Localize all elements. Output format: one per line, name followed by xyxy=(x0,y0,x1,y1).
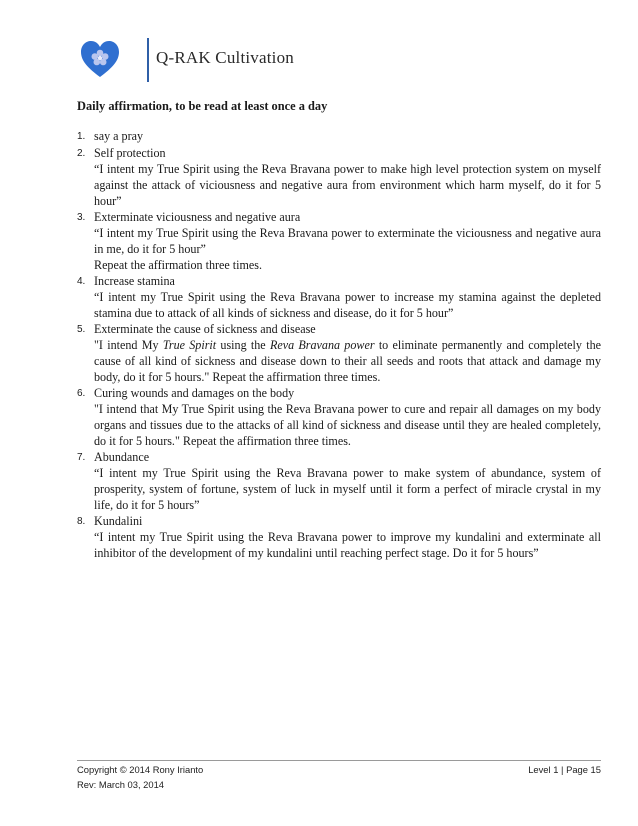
item-affirmation: “I intent my True Spirit using the Reva Bravana power to make high level protection system on myself against the attack of viciousness and negative aura from environment which harm myself, do it for 5 hour” xyxy=(94,162,601,208)
footer-revision: Rev: March 03, 2014 xyxy=(77,779,165,790)
item-affirmation: "I intend My True Spirit using the Reva Bravana power to eliminate permanently and completely the cause of all kind of sickness and disease down to their all seeds and roots that attack and damage my body, do it for 5 hours." Repeat the affirmation three times. xyxy=(94,338,601,384)
item-title: Kundalini xyxy=(94,514,143,528)
list-item xyxy=(77,449,601,513)
item-title: Curing wounds and damages on the body xyxy=(94,386,295,400)
list-item xyxy=(77,145,601,209)
item-number: 2. xyxy=(77,148,86,159)
list-item xyxy=(77,513,601,561)
list-item xyxy=(77,128,601,145)
footer-row-1 xyxy=(77,764,601,775)
item-title: Self protection xyxy=(94,146,166,160)
item-note: Repeat the affirmation three times. xyxy=(94,258,263,272)
item-title: Exterminate the cause of sickness and disease xyxy=(94,322,316,336)
item-number: 4. xyxy=(77,276,86,287)
item-affirmation: “I intent my True Spirit using the Reva Bravana power to exterminate the viciousness and negative aura in me, do it for 5 hour” xyxy=(94,226,601,256)
list-item xyxy=(77,321,601,385)
item-affirmation: “I intent my True Spirit using the Reva Bravana power to make system of abundance, system of prosperity, system of fortune, system of luck in myself until it form a perfect of miracle crystal in my life, do it for 5 hours” xyxy=(94,466,601,512)
item-title: say a pray xyxy=(94,129,144,143)
page-header-title: Q-RAK Cultivation xyxy=(156,48,294,67)
item-number: 6. xyxy=(77,388,86,399)
item-title: Exterminate viciousness and negative aura xyxy=(94,210,301,224)
affirmation-list xyxy=(77,128,601,561)
list-item xyxy=(77,209,601,273)
footer-page-number: Level 1 | Page 15 xyxy=(528,764,601,775)
footer-copyright: Copyright © 2014 Rony Irianto xyxy=(77,764,204,775)
item-number: 5. xyxy=(77,324,86,335)
item-affirmation: "I intend that My True Spirit using the Reva Bravana power to cure and repair all damages on my body organs and tissues due to the attacks of all kind of sickness and disease until they are healed completely, do it for 5 hours." Repeat the affirmation three times. xyxy=(94,402,601,448)
item-title: Increase stamina xyxy=(94,274,175,288)
item-number: 7. xyxy=(77,452,86,463)
item-number: 1. xyxy=(77,131,86,142)
list-item xyxy=(77,385,601,449)
item-number: 3. xyxy=(77,212,86,223)
item-affirmation: “I intent my True Spirit using the Reva Bravana power to improve my kundalini and exterminate all inhibitor of the development of my kundalini until reaching perfect stage. Do it for 5 hours” xyxy=(94,530,601,560)
page-title: Daily affirmation, to be read at least once a day xyxy=(77,99,328,113)
footer-row-2 xyxy=(77,779,601,790)
logo-divider xyxy=(147,38,149,82)
list-item xyxy=(77,273,601,321)
footer-divider xyxy=(77,760,601,761)
item-title: Abundance xyxy=(94,450,150,464)
item-number: 8. xyxy=(77,516,86,527)
item-affirmation: “I intent my True Spirit using the Reva Bravana power to increase my stamina against the depleted stamina due to attack of all kinds of sickness and disease, do it for 5 hour” xyxy=(94,290,601,320)
heart-flower-logo-icon xyxy=(80,40,120,80)
